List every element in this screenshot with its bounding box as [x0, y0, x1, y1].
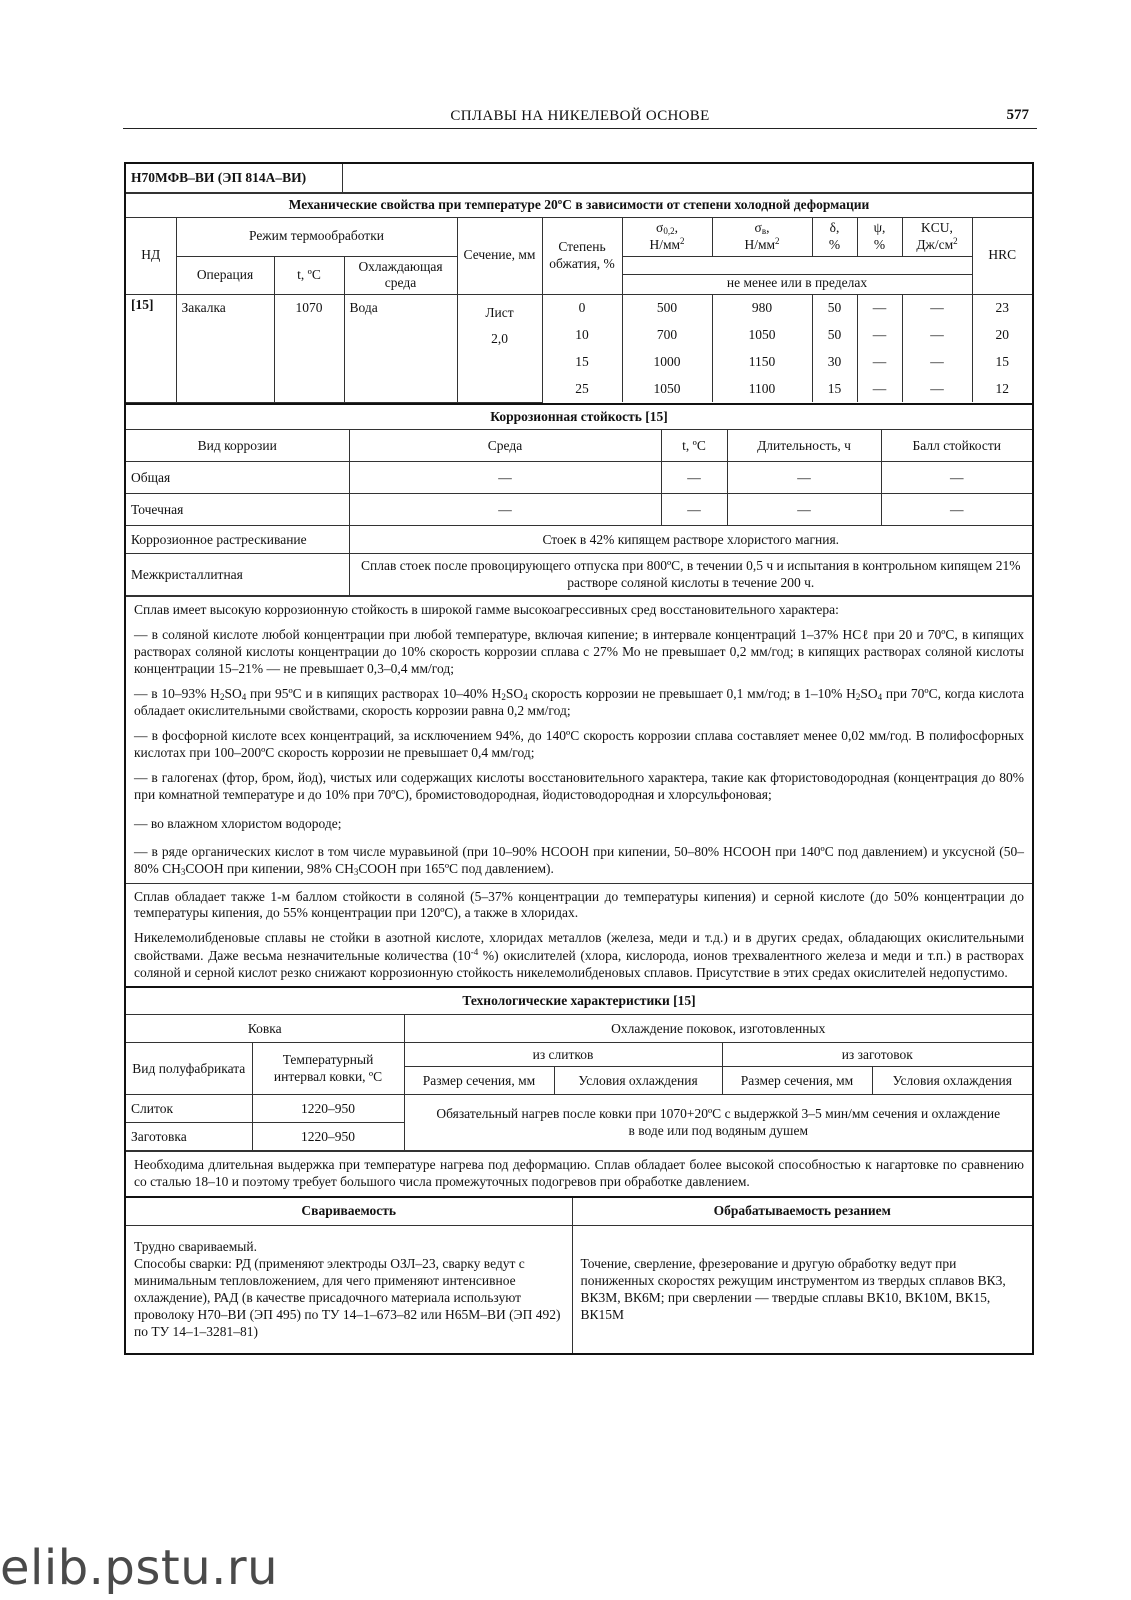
weld-text: Способы сварки: РД (применяют электроды ОЗЛ–23, сварку ведут с минимальным тепловложением, для чего применяют интенсивное охлаждение), РАД (в качестве присадочного материала используют проволоку Н70–ВИ (ЭП 495) по ТУ 14–1–673–82 или Н65М–ВИ (ЭП 492) по ТУ 14–1–3281–81): [134, 1256, 561, 1340]
tech-row-1-range: 1220–950: [252, 1123, 404, 1151]
limits-cell: [622, 256, 972, 294]
cooling-value: Вода: [344, 294, 457, 402]
corr-row-1-type: Точечная: [126, 494, 349, 526]
tech-from-ingots: из слитков: [404, 1043, 722, 1067]
tech-title: Технологические характеристики [15]: [126, 987, 1032, 1015]
mech-properties-table: [126, 193, 1032, 403]
page-header: [123, 106, 1037, 129]
row-1-kcu: —: [902, 321, 972, 348]
tech-row-1-semi: Заготовка: [126, 1123, 252, 1151]
tech-col-temp-range: Температурный интервал ковки, ºС: [252, 1043, 404, 1095]
corr-note-9: Никелемолибденовые сплавы не стойки в азотной кислоте, хлоридах металлов (железа, меди и т.д.) и в других средах, обладающих окислительными свойствами. Даже весьма незначительные количества ($10^{-4}$ %) окислителей (хлора, кислорода, ионов трехвалентного железа и меди и т.п.) в растворах соляной и серной кислот резко снижают коррозионную стойкость никелемолибденовых сплавов. Присутствие в этих средах окислителей недопустимо.: [134, 930, 1024, 980]
corr-cracking-text: Стоек в 42% кипящем растворе хлористого магния.: [349, 526, 1032, 554]
corr-col-type: Вид коррозии: [126, 430, 349, 462]
corr-row-0-medium: —: [349, 462, 661, 494]
col-kcu: KCU, $Дж/см^2$: [902, 217, 972, 256]
row-0-sigma02: 500: [622, 294, 712, 321]
col-cooling: Охлаждающая среда: [344, 256, 457, 294]
col-section: Сечение, мм: [457, 217, 542, 294]
corr-col-score: Балл стойкости: [881, 430, 1032, 462]
row-3-kcu: —: [902, 375, 972, 402]
watermark: elib.pstu.ru: [0, 1540, 279, 1596]
row-2-reduction: 15: [542, 348, 622, 375]
corr-note-3: — в 10–93% $H_2SO_4$ при 95ºС и в кипящих растворах 10–40% $H_2SO_4$ скорость коррозии не превышает 0,1 мм/год; в 1–10% $H_2SO_4$ при 70ºС, когда кислота обладает окислительными свойствами, скорость коррозии равна 0,2 мм/год;: [134, 685, 1024, 719]
row-3-psi: —: [857, 375, 902, 402]
tech-forging: Ковка: [126, 1015, 404, 1043]
weld-title: Свариваемость: [126, 1197, 572, 1225]
nd-ref: [15]: [126, 294, 176, 402]
row-3-reduction: 25: [542, 375, 622, 402]
row-2-sigmab: 1150: [712, 348, 812, 375]
corr-row-1-duration: —: [727, 494, 881, 526]
section-line-1: Лист: [485, 304, 514, 320]
row-2-sigma02: 1000: [622, 348, 712, 375]
row-1-delta: 50: [812, 321, 857, 348]
alloy-datasheet: [124, 162, 1034, 1355]
tech-paragraph: [126, 1151, 1032, 1196]
tech-from-blanks: из заготовок: [722, 1043, 1032, 1067]
corr-note-4: — в фосфорной кислоте всех концентраций, за исключением 94%, до 140ºС скорость коррозии сплава составляет менее 0,02 мм/год. В полифосфорных кислотах при 100–200ºС скорость коррозии не превышает 0,4 мм/год;: [134, 728, 1024, 760]
limits-label: не менее или в пределах: [623, 274, 972, 291]
row-1-psi: —: [857, 321, 902, 348]
corr-col-medium: Среда: [349, 430, 661, 462]
col-nd: НД: [126, 217, 176, 294]
tech-row-0-semi: Слиток: [126, 1095, 252, 1123]
corr-note-7: — в ряде органических кислот в том числе муравьиной (при 10–90% HCOOH при кипении, 50–80% HCOOH при 140ºС под давлением) и уксусной (50–80% $CH_3COOH$ при кипении, 98% $CH_3COOH$ при 165ºС под давлением).: [134, 844, 1024, 878]
alloy-name: Н70МФВ–ВИ (ЭП 814А–ВИ): [126, 164, 342, 192]
running-title: СПЛАВЫ НА НИКЕЛЕВОЙ ОСНОВЕ: [450, 108, 710, 124]
row-2-delta: 30: [812, 348, 857, 375]
mech-title: Механические свойства при температуре 20ºС в зависимости от степени холодной деформации: [126, 193, 1032, 217]
row-3-sigma02: 1050: [622, 375, 712, 402]
row-1-sigmab: 1050: [712, 321, 812, 348]
row-0-sigmab: 980: [712, 294, 812, 321]
row-3-sigmab: 1100: [712, 375, 812, 402]
corr-col-temp: t, ºС: [661, 430, 727, 462]
col-psi: ψ, %: [857, 217, 902, 256]
col-hrc: HRC: [972, 217, 1032, 294]
corr-note-1: Сплав имеет высокую коррозионную стойкость в широкой гамме высокоагрессивных сред восстановительного характера:: [134, 602, 839, 618]
tech-row-0-range: 1220–950: [252, 1095, 404, 1123]
row-3-delta: 15: [812, 375, 857, 402]
corr-row-0-temp: —: [661, 462, 727, 494]
tech-note: Обязательный нагрев после ковки при 1070+20ºС с выдержкой 3–5 мин/мм сечения и охлаждение в воде или под водяным душем: [404, 1095, 1032, 1151]
page-number: 577: [1006, 107, 1029, 123]
row-2-psi: —: [857, 348, 902, 375]
row-2-hrc: 15: [972, 348, 1032, 375]
corrosion-notes: [126, 596, 1032, 882]
corrosion-table: [126, 403, 1032, 597]
temp-value: 1070: [274, 294, 344, 402]
weld-line-1: Трудно свариваемый.: [134, 1239, 257, 1255]
col-delta: δ, %: [812, 217, 857, 256]
col-operation: Операция: [176, 256, 274, 294]
alloy-name-table: [126, 164, 1032, 193]
col-reduction: Степень обжатия, %: [542, 217, 622, 294]
row-1-reduction: 10: [542, 321, 622, 348]
corr-intergranular-type: Межкристаллитная: [126, 554, 349, 596]
corr-row-1-score: —: [881, 494, 1032, 526]
corr-row-0-duration: —: [727, 462, 881, 494]
tech-ingot-size: Размер сечения, мм: [404, 1067, 554, 1095]
col-temp: t, ºС: [274, 256, 344, 294]
corr-row-1-medium: —: [349, 494, 661, 526]
tech-col-semi: Вид полуфабриката: [126, 1043, 252, 1095]
row-0-hrc: 23: [972, 294, 1032, 321]
row-3-hrc: 12: [972, 375, 1032, 402]
corr-intergranular-text: Сплав стоек после провоцирующего отпуска при 800ºС, в течении 0,5 ч и испытания в контрольном кипящем 21% растворе соляной кислоты в течение 200 ч.: [349, 554, 1032, 596]
row-0-reduction: 0: [542, 294, 622, 321]
corrosion-notes-2: [126, 883, 1032, 986]
weld-machining-table: [126, 1196, 1032, 1353]
section-value: [457, 294, 542, 402]
corr-note-6: — во влажном хлористом водороде;: [134, 815, 342, 831]
section-line-2: 2,0: [491, 330, 508, 346]
tech-table: [126, 986, 1032, 1152]
row-1-sigma02: 700: [622, 321, 712, 348]
tech-blank-cond: Условия охлаждения: [872, 1067, 1032, 1095]
row-0-psi: —: [857, 294, 902, 321]
tech-para-text: Необходима длительная выдержка при температуре нагрева под деформацию. Сплав обладает более высокой способностью к нагартовке по сравнению со сталью 18–10 и поэтому требует большого числа промежуточных подогревов при обработке давлением.: [134, 1157, 1024, 1190]
tech-cooling-title: Охлаждение поковок, изготовленных: [404, 1015, 1032, 1043]
corr-row-1-temp: —: [661, 494, 727, 526]
corr-col-duration: Длительность, ч: [727, 430, 881, 462]
corr-row-0-type: Общая: [126, 462, 349, 494]
corr-note-8: Сплав обладает также 1-м баллом стойкости в соляной (5–37% концентрации до температуры кипения) и серной кислоте (до 50% концентрации до температуры кипения, до 55% концентрации при 120ºС), а также в хлоридах.: [134, 888, 1024, 921]
col-sigma02: $\sigma_{0,2}$, $Н/мм^2$: [622, 217, 712, 256]
tech-blank-size: Размер сечения, мм: [722, 1067, 872, 1095]
weld-body: [126, 1225, 572, 1353]
operation-value: Закалка: [176, 294, 274, 402]
row-1-hrc: 20: [972, 321, 1032, 348]
row-0-delta: 50: [812, 294, 857, 321]
row-2-kcu: —: [902, 348, 972, 375]
tech-ingot-cond: Условия охлаждения: [554, 1067, 722, 1095]
machining-title: Обрабатываемость резанием: [572, 1197, 1032, 1225]
corr-cracking-type: Коррозионное растрескивание: [126, 526, 349, 554]
row-0-kcu: —: [902, 294, 972, 321]
col-sigmab: $\sigma_в$, $Н/мм^2$: [712, 217, 812, 256]
machining-text: Точение, сверление, фрезерование и другую обработку ведут при пониженных скоростях режущим инструментом из твердых сплавов ВК3, ВК3М, ВК6М; при сверлении — твердые сплавы ВК10, ВК10М, ВК15, ВК15М: [572, 1225, 1032, 1353]
corr-note-2: — в соляной кислоте любой концентрации при любой температуре, включая кипение; в интервале концентраций 1–37% НСℓ при 20 и 70ºС, в кипящих растворах соляной кислоты концентрации до 10% скорость коррозии сплава с 27% Мо не превышает 0,2 мм/год; в кипящих растворах соляной кислоты концентрации 15–21% — не превышает 0,3–0,4 мм/год;: [134, 627, 1024, 676]
corrosion-title: Коррозионная стойкость [15]: [126, 404, 1032, 430]
col-heat-treatment: Режим термообработки: [176, 217, 457, 256]
corr-row-0-score: —: [881, 462, 1032, 494]
corr-note-5: — в галогенах (фтор, бром, йод), чистых или содержащих кислоты восстановительного характера, такие как фтористоводородная (концентрация до 80% при комнатной температуре и до 10% при 70ºС), бромистоводородная, йодистоводородная и хлорсульфоновая;: [134, 769, 1024, 802]
alloy-name-blank: [342, 164, 1032, 192]
